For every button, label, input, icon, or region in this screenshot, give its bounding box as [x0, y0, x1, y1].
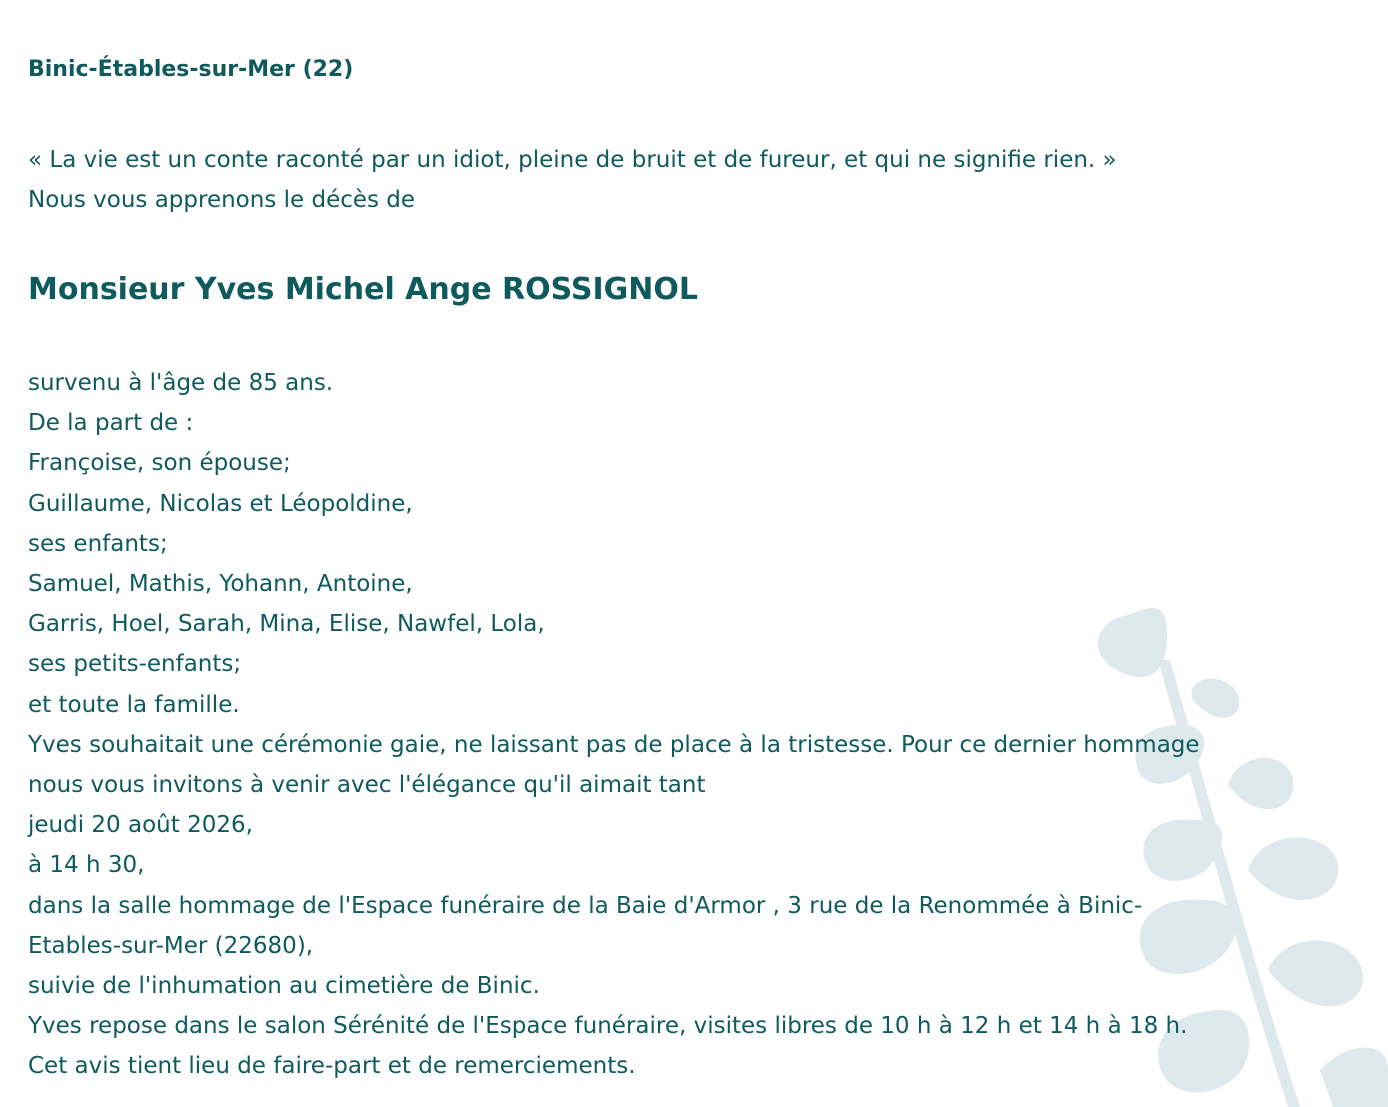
- burial-line: suivie de l'inhumation au cimetière de Binic.: [28, 973, 540, 1000]
- announce-text: Nous vous apprenons le décès de: [28, 187, 416, 213]
- location-heading: Binic-Étables-sur-Mer (22): [28, 57, 354, 82]
- age-line: survenu à l'âge de 85 ans.: [28, 370, 334, 396]
- ceremony-date: jeudi 20 août 2026,: [28, 812, 253, 839]
- closing-line: Cet avis tient lieu de faire-part et de remerciements.: [28, 1053, 636, 1080]
- spouse-line: Françoise, son épouse;: [28, 450, 291, 477]
- grandchildren-label-line: ses petits-enfants;: [28, 651, 242, 678]
- ceremony-place-line-2: Etables-sur-Mer (22680),: [28, 932, 314, 959]
- wish-line-2: nous vous invitons à venir avec l'élégance qu'il aimait tant: [28, 772, 706, 799]
- children-label-line: ses enfants;: [28, 530, 168, 557]
- rest-line: Yves repose dans le salon Sérénité de l'Espace funéraire, visites libres de 10 h à 12 h et 14 h à 18 h.: [28, 1013, 1188, 1040]
- intro-block: [28, 140, 1117, 220]
- family-line: et toute la famille.: [28, 691, 240, 718]
- grandchildren-line-2: Garris, Hoel, Sarah, Mina, Elise, Nawfel, Lola,: [28, 611, 545, 638]
- wish-line-1: Yves souhaitait une cérémonie gaie, ne laissant pas de place à la tristesse. Pour ce dernier hommage: [28, 731, 1200, 758]
- grandchildren-line-1: Samuel, Mathis, Yohann, Antoine,: [28, 571, 413, 598]
- quote-text: « La vie est un conte raconté par un idiot, pleine de bruit et de fureur, et qui ne signifie rien. »: [28, 147, 1117, 173]
- deceased-name: Monsieur Yves Michel Ange ROSSIGNOL: [28, 272, 699, 307]
- ceremony-time: à 14 h 30,: [28, 852, 145, 879]
- obituary-body: [28, 363, 1328, 1087]
- children-names-line: Guillaume, Nicolas et Léopoldine,: [28, 490, 413, 517]
- from-line: De la part de :: [28, 410, 194, 437]
- ceremony-place-line-1: dans la salle hommage de l'Espace funéraire de la Baie d'Armor , 3 rue de la Renommée à Binic-: [28, 892, 1143, 919]
